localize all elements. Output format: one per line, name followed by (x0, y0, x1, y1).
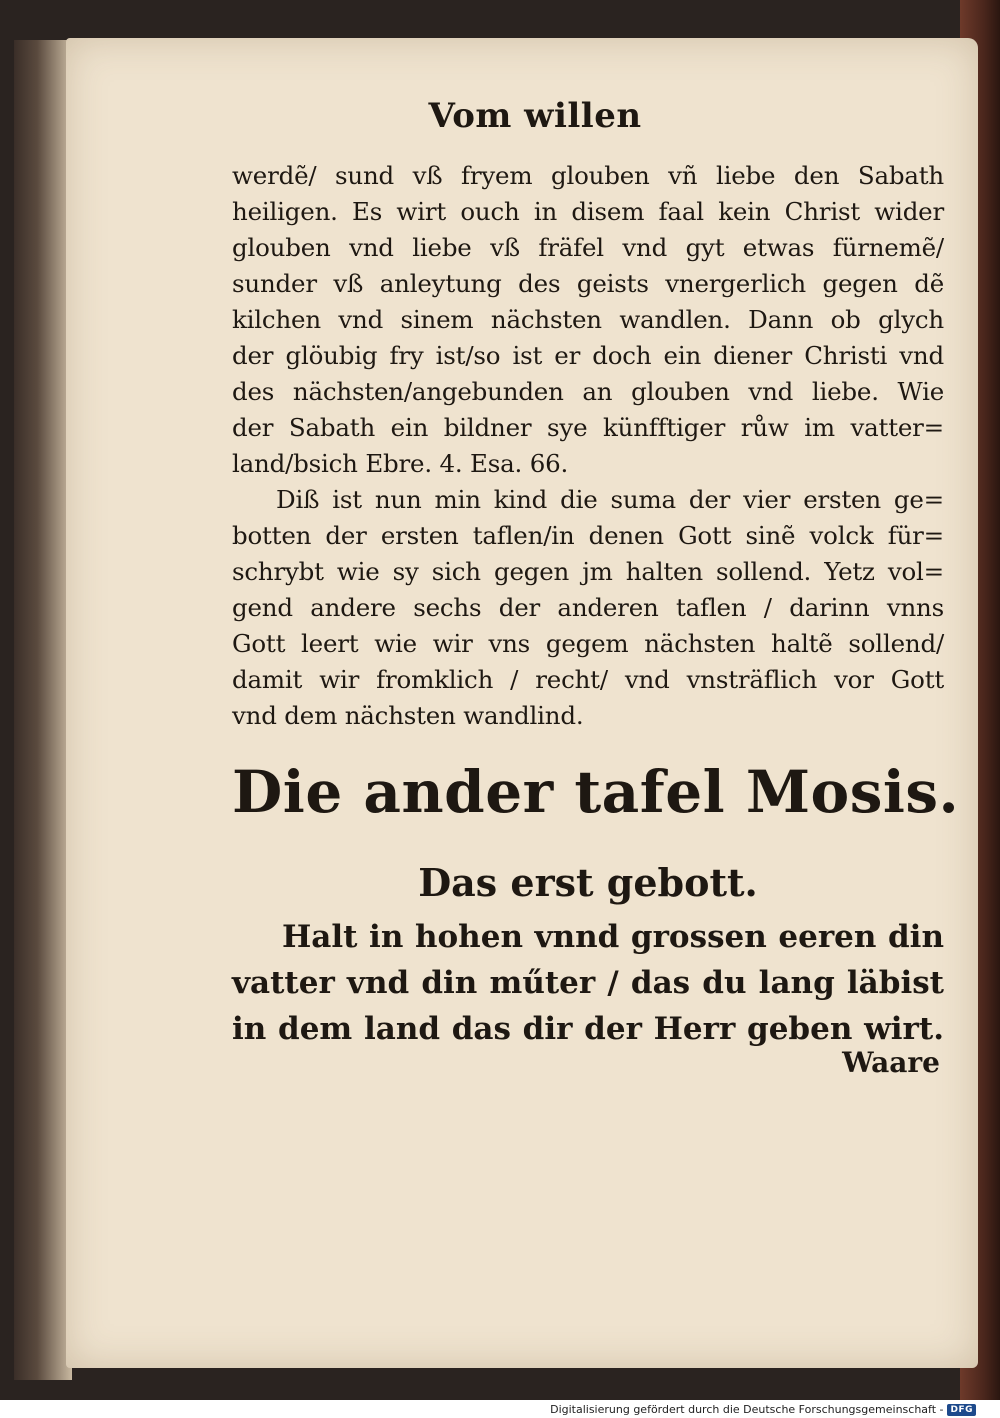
section-title: Die ander tafel Mosis. (232, 758, 960, 826)
footer-text: Digitalisierung gefördert durch die Deutsche Forschungsgemeinschaft - (550, 1403, 944, 1416)
text-line: vnd dem nächsten wandlind. (232, 701, 584, 730)
text-line: der Sabath ein bildner sye künfftiger růw im vatter= (232, 413, 944, 442)
commandment-heading: Das erst gebott. (418, 860, 758, 905)
text-line: Gott leert wie wir vns gegem nächsten haltẽ sollend/ (232, 629, 944, 658)
text-line: werdẽ/ sund vß fryem glouben vñ liebe den Sabath (232, 161, 944, 190)
catchword: Waare (842, 1046, 940, 1079)
running-head (0, 96, 1000, 136)
book-binding-edge (14, 40, 72, 1380)
commandment-line: vatter vnd din műter / das du lang läbist (232, 965, 944, 1001)
text-line: sunder vß anleytung des geists vnergerlich gegen dẽ (232, 269, 944, 298)
text-line: schrybt wie sy sich gegen jm halten sollend. Yetz vol= (232, 557, 944, 586)
paragraph-1 (232, 158, 944, 734)
funding-footer (550, 1403, 976, 1416)
text-line: botten der ersten taflen/in denen Gott sinẽ volck für= (232, 521, 944, 550)
text-line: der glöubig fry ist/so ist er doch ein diener Christi vnd (232, 341, 944, 370)
text-line: land/bsich Ebre. 4. Esa. 66. (232, 449, 569, 478)
dfg-logo-icon: DFG (947, 1404, 976, 1416)
text-line: kilchen vnd sinem nächsten wandlen. Dann ob glych (232, 305, 944, 334)
commandment-line: in dem land das dir der Herr geben wirt. (232, 1011, 944, 1047)
commandment-line: Halt in hohen vnnd grossen eeren din (282, 919, 944, 955)
text-line: damit wir fromklich / recht/ vnd vnsträflich vor Gott (232, 665, 944, 694)
text-line: heiligen. Es wirt ouch in disem faal kein Christ wider (232, 197, 944, 226)
commandment-text (232, 914, 944, 1052)
text-line: glouben vnd liebe vß fräfel vnd gyt etwas fürnemẽ/ (232, 233, 944, 262)
running-head-text: Vom willen (428, 96, 642, 136)
text-line: des nächsten/angebunden an glouben vnd liebe. Wie (232, 377, 944, 406)
text-line: Diß ist nun min kind die suma der vier ersten ge= (276, 485, 944, 514)
text-line: gend andere sechs der anderen taflen / darinn vnns (232, 593, 944, 622)
